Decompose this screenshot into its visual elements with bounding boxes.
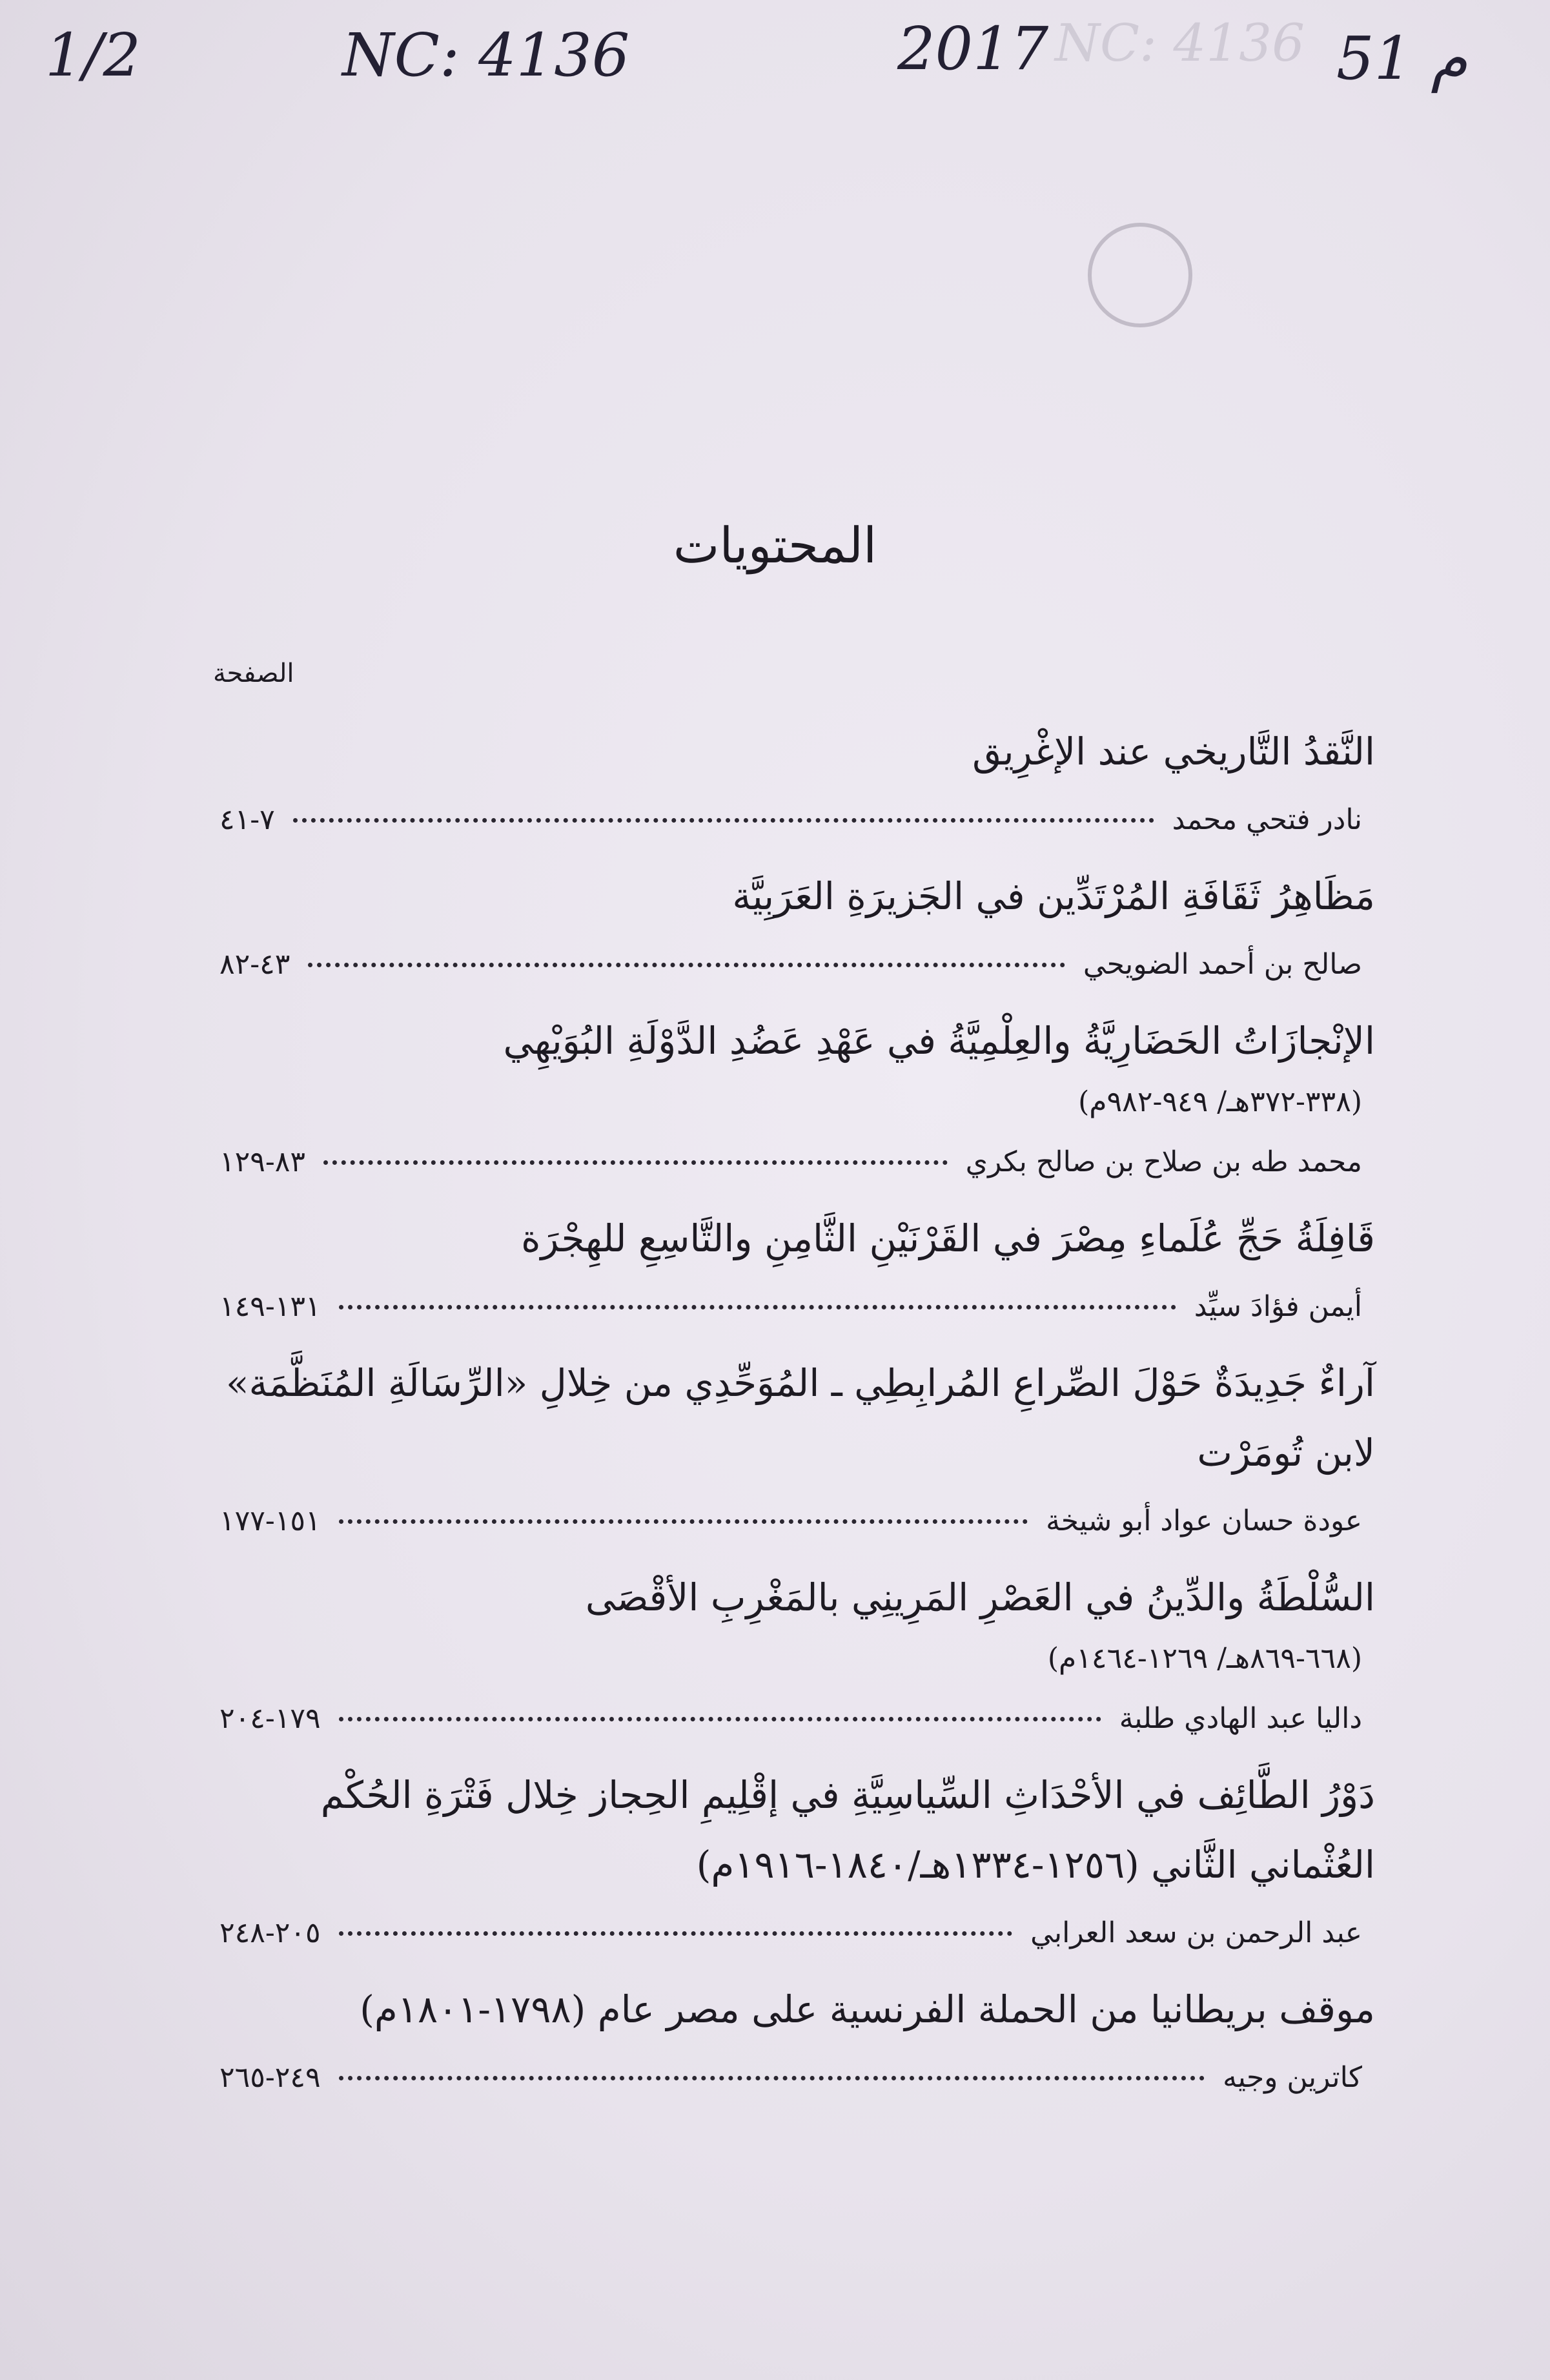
page-column-label: الصفحة	[213, 659, 294, 688]
toc-entry	[219, 1563, 1375, 1752]
dot-leader	[339, 1519, 1028, 1524]
dot-leader	[323, 1160, 948, 1165]
toc-entry	[219, 1204, 1375, 1340]
entry-pages: ١٥١-١٧٧	[219, 1504, 321, 1537]
entry-author-line	[219, 1488, 1375, 1555]
entry-title: موقف بريطانيا من الحملة الفرنسية على مصر عام (١٧٩٨-١٨٠١م)	[360, 1987, 1375, 2031]
toc-entry	[219, 861, 1375, 998]
entry-pages: ٢٤٩-٢٦٥	[219, 2061, 321, 2094]
entry-author: داليا عبد الهادي طلبة	[1119, 1702, 1362, 1735]
entry-author-line	[219, 1685, 1375, 1752]
toc-entry	[219, 1006, 1375, 1196]
entry-title: الإنْجازَاتُ الحَضَارِيَّةُ والعِلْمِيَّةُ في عَهْدِ عَضُدِ الدَّوْلَةِ البُوَيْهِي	[503, 1019, 1375, 1063]
dot-leader	[308, 963, 1065, 967]
entry-author: عبد الرحمن بن سعد العرابي	[1030, 1916, 1362, 1949]
entry-author: نادر فتحي محمد	[1172, 803, 1362, 836]
handwritten-page-mark: م 51	[1336, 24, 1468, 93]
entry-author: عودة حسان عواد أبو شيخة	[1046, 1504, 1362, 1537]
bleed-through-handwriting: NC: 4136	[1054, 13, 1305, 73]
dot-leader	[339, 1717, 1101, 1721]
entry-author-line	[219, 786, 1375, 854]
toc-entry	[219, 717, 1375, 854]
entry-author-line	[219, 1273, 1375, 1340]
entry-author: صالح بن أحمد الضويحي	[1083, 948, 1362, 981]
entry-pages: ٤٣-٨٢	[219, 948, 291, 981]
entry-pages: ٨٣-١٢٩	[219, 1145, 306, 1178]
dot-leader	[339, 1305, 1176, 1309]
entry-author: أيمن فؤادَ سيِّد	[1194, 1290, 1362, 1323]
entry-title: آراءٌ جَدِيدَةٌ حَوْلَ الصِّراعِ المُرابِطِي ـ المُوَحِّدِي من خِلالِ «الرِّسَالَةِ المُنَظَّمَة» لابن تُومَرْت	[225, 1361, 1375, 1475]
toc-entry	[219, 1348, 1375, 1555]
entry-title: دَوْرُ الطَّائِف في الأحْدَاثِ السِّياسِيَّةِ في إقْلِيمِ الحِجاز خِلال فَتْرَةِ الحُكْم العُثْماني الثَّاني (١٢٥٦-١٣٣٤هـ/١٨٤٠-١٩١٦م)	[320, 1773, 1375, 1887]
dot-leader	[339, 1931, 1012, 1936]
bleed-through-seal	[1088, 223, 1192, 327]
page-title: المحتويات	[673, 517, 877, 574]
entry-author: محمد طه بن صلاح بن صالح بكري	[965, 1145, 1362, 1178]
entry-pages: ٧-٤١	[219, 803, 275, 836]
entry-pages: ٢٠٥-٢٤٨	[219, 1916, 321, 1949]
entry-author-line	[219, 2044, 1375, 2111]
handwritten-year: 2017	[897, 14, 1049, 83]
dot-leader	[293, 818, 1154, 823]
entry-author-line	[219, 1129, 1375, 1196]
handwritten-catalog-number: NC: 4136	[342, 21, 630, 90]
entry-pages: ١٣١-١٤٩	[219, 1290, 321, 1323]
dot-leader	[339, 2076, 1205, 2080]
entry-author: كاترين وجيه	[1223, 2061, 1362, 2094]
entry-pages: ١٧٩-٢٠٤	[219, 1702, 321, 1735]
entry-title: مَظَاهِرُ ثَقَافَةِ المُرْتَدِّين في الجَزيرَةِ العَرَبِيَّة	[732, 874, 1375, 918]
entry-title: السُّلْطَةُ والدِّينُ في العَصْرِ المَرِينِي بالمَغْرِبِ الأقْصَى	[585, 1575, 1375, 1619]
entry-author-line	[219, 1900, 1375, 1967]
entry-title: قَافِلَةُ حَجِّ عُلَماءِ مِصْرَ في القَرْنَيْنِ الثَّامِنِ والتَّاسِعِ للهِجْرَة	[521, 1216, 1375, 1260]
entry-title: النَّقدُ التَّاريخي عند الإغْرِيق	[972, 730, 1375, 774]
entry-author-line	[219, 931, 1375, 998]
handwritten-fraction: 1/2	[45, 21, 141, 90]
toc-entry	[219, 1760, 1375, 1967]
table-of-contents	[219, 717, 1375, 2119]
entry-subtitle: (٣٣٨-٣٧٢هـ/ ٩٤٩-٩٨٢م)	[1078, 1085, 1362, 1118]
entry-subtitle: (٦٦٨-٨٦٩هـ/ ١٢٦٩-١٤٦٤م)	[1047, 1642, 1362, 1675]
toc-entry	[219, 1975, 1375, 2111]
